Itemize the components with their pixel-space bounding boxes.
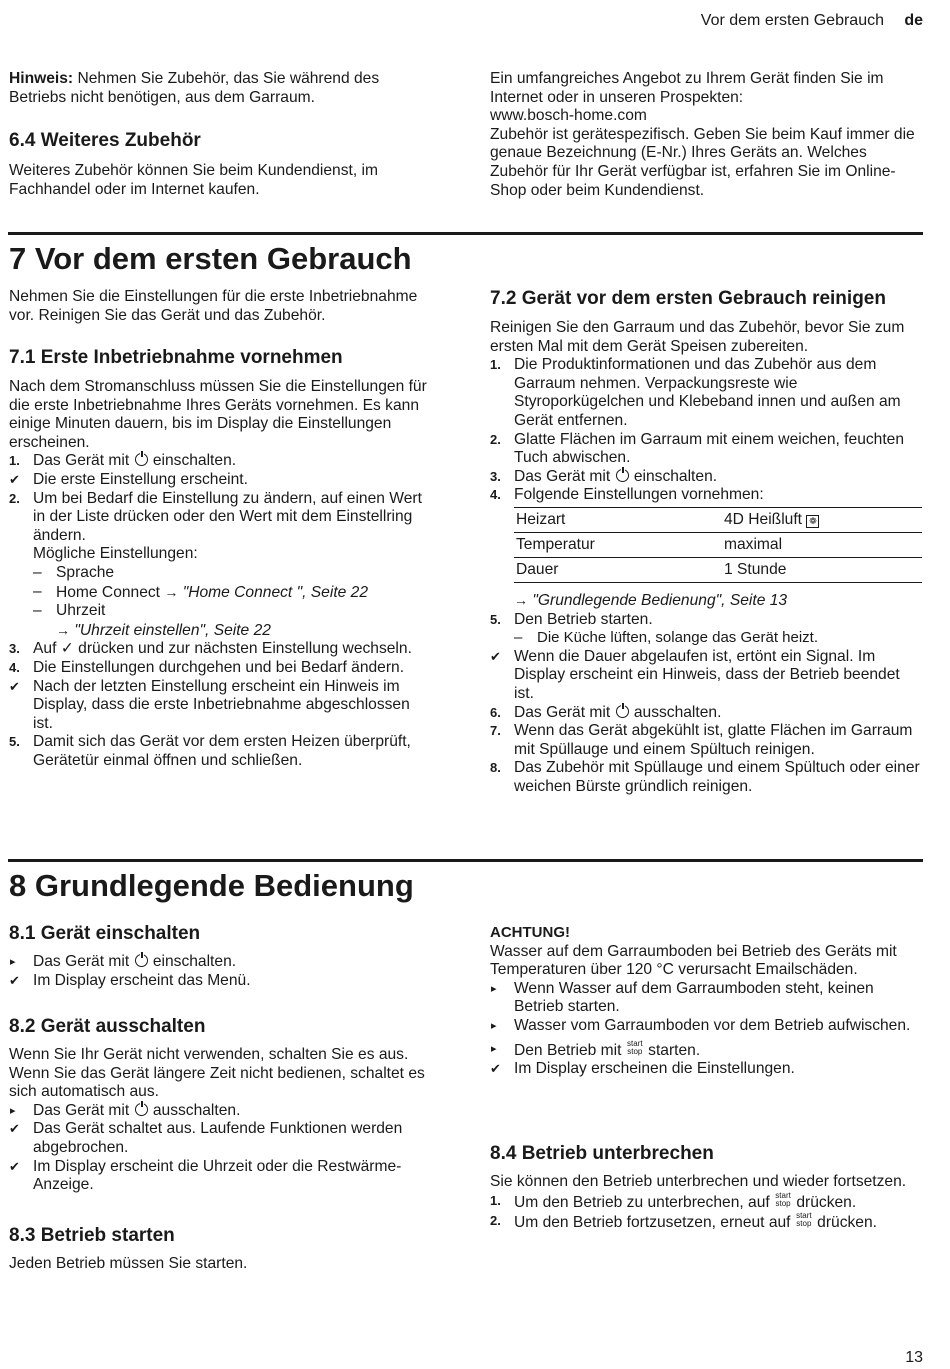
step-text: Glatte Flächen im Garraum mit einem weichen, feuchten Tuch abwischen.: [514, 430, 905, 467]
step-text: ausschalten.: [148, 1101, 241, 1119]
running-header-title: Vor dem ersten Gebrauch: [700, 12, 884, 29]
section-8-4-body: [490, 1173, 922, 1233]
arrow-right-icon: →: [514, 591, 528, 608]
possible-settings-label: Mögliche Einstellungen:: [33, 545, 198, 563]
start-stop-bottom: stop: [627, 1046, 643, 1056]
step-text: einschalten.: [629, 467, 718, 485]
step-text: Die Einstellungen durchgehen und bei Bedarf ändern.: [33, 658, 405, 676]
accessory-info: [490, 70, 922, 200]
power-icon: [135, 453, 148, 466]
step-7-1-2: [9, 490, 429, 546]
cross-reference-link[interactable]: "Grundlegende Bedienung", Seite 13: [532, 591, 788, 609]
step-text: einschalten.: [148, 953, 237, 970]
start-stop-top: start: [796, 1211, 812, 1221]
step-text: Das Gerät mit: [33, 1101, 134, 1119]
chapter-7-intro: Nehmen Sie die Einstellungen für die erste Inbetriebnahme vor. Reinigen Sie das Gerät und das Zubehör.: [9, 288, 418, 324]
step-text: drücken und zur nächsten Einstellung wechseln.: [73, 640, 412, 658]
start-stop-top: start: [627, 1038, 643, 1048]
step-7-2-5: [490, 611, 922, 630]
confirm-check-icon: ✓: [60, 640, 74, 658]
step-text: drücken.: [812, 1214, 877, 1232]
result-text: Die erste Einstellung erscheint.: [33, 470, 248, 488]
step-7-2-8: [490, 759, 922, 796]
result-8-1: [9, 972, 429, 991]
check-icon: ✔: [490, 1061, 501, 1077]
step-text: Um den Betrieb zu unterbrechen, auf: [514, 1193, 775, 1211]
check-icon: ✔: [9, 1121, 20, 1137]
step-number: 3.: [9, 641, 20, 657]
section-8-2-intro: Wenn Sie Ihr Gerät nicht verwenden, schalten Sie es aus. Wenn Sie das Gerät längere Zeit nicht bedienen, schaltet es sich automatisch aus.: [9, 1046, 425, 1101]
hinweis-text: Nehmen Sie Zubehör, das Sie während des Betriebs nicht benötigen, aus dem Garraum.: [9, 70, 380, 106]
step-text: Den Betrieb mit: [514, 1041, 626, 1059]
result-text: Im Display erscheint das Menü.: [33, 971, 251, 989]
setting-value-text: 4D Heißluft: [724, 510, 802, 528]
step-7-1-5: [9, 733, 429, 770]
section-8-4-intro: Sie können den Betrieb unterbrechen und wieder fortsetzen.: [490, 1173, 907, 1190]
setting-value: [722, 507, 922, 532]
step-number: 1.: [9, 453, 20, 469]
hinweis-block: [9, 70, 429, 107]
step-7-1-1: [9, 452, 429, 471]
option-text: Uhrzeit: [56, 602, 106, 620]
step-number: 4.: [9, 659, 20, 675]
step-text: Das Gerät mit: [33, 452, 134, 470]
section-8-1-heading: 8.1 Gerät einschalten: [9, 923, 201, 944]
step-text: Wasser vom Garraumboden vor dem Betrieb aufwischen.: [514, 1016, 911, 1034]
chapter-7-heading: 7 Vor dem ersten Gebrauch: [9, 241, 412, 276]
step-7-2-1: [490, 356, 922, 430]
section-7-2-body: [490, 319, 922, 796]
caution-label: ACHTUNG!: [490, 924, 570, 941]
result-8-2-b: [9, 1158, 429, 1195]
result-8-2-a: [9, 1120, 429, 1157]
step-7-2-7: [490, 722, 922, 759]
option-time-ref: [9, 621, 429, 641]
step-text: starten.: [643, 1041, 701, 1059]
check-icon: ✔: [9, 471, 20, 487]
result-7-1-4: [9, 678, 429, 734]
setting-value: maximal: [722, 532, 922, 557]
step-text: Die Produktinformationen und das Zubehör aus dem Garraum nehmen. Verpackungsreste wie Styroporkügelchen und Klebeband innen und außen am Gerät entfernen.: [514, 356, 901, 429]
step-text: Auf: [33, 640, 61, 658]
section-8-3-intro: Jeden Betrieb müssen Sie starten.: [9, 1255, 248, 1272]
step-number: 7.: [490, 723, 501, 739]
step-text: Das Gerät mit: [514, 467, 615, 485]
step-text: drücken.: [792, 1193, 857, 1211]
cross-reference-link[interactable]: "Home Connect ", Seite 22: [182, 583, 369, 601]
action-triangle-icon: ▸: [491, 982, 497, 995]
action-triangle-icon: ▸: [491, 1019, 497, 1032]
step-8-4-1: [490, 1192, 922, 1213]
section-8-3-heading: 8.3 Betrieb starten: [9, 1225, 175, 1246]
option-language: – Sprache: [33, 563, 115, 581]
arrow-right-icon: →: [56, 621, 70, 638]
chapter-7-rule: [8, 232, 923, 235]
result-7-2-5: [490, 648, 922, 704]
settings-table: [514, 507, 922, 583]
hinweis-label: Hinweis:: [9, 70, 74, 87]
check-icon: ✔: [490, 648, 501, 664]
check-icon: ✔: [9, 678, 20, 694]
accessory-info-p1: Ein umfangreiches Angebot zu Ihrem Gerät finden Sie im Internet oder in unseren Prospekten:: [490, 70, 884, 106]
option-text: Home Connect: [56, 583, 161, 601]
start-stop-bottom: stop: [775, 1198, 791, 1208]
step-text: Um bei Bedarf die Einstellung zu ändern, auf einen Wert in der Liste drücken oder den Wert mit dem Einstellring ändern.: [33, 489, 422, 544]
section-6-4-text: Weiteres Zubehör können Sie beim Kundendienst, im Fachhandel oder im Internet kaufen.: [9, 162, 378, 198]
chapter-8-rule: [8, 859, 923, 862]
result-7-1-1: [9, 471, 429, 490]
section-7-1-intro: Nach dem Stromanschluss müssen Sie die Einstellungen für die erste Inbetriebnahme Ihres Geräts vornehmen. Es kann einige Minuten dauern, bis im Display die Einstellungen erscheinen.: [9, 378, 427, 451]
section-7-2-intro: Reinigen Sie den Garraum und das Zubehör, bevor Sie zum ersten Mal mit dem Gerät Speisen zubereiten.: [490, 319, 905, 355]
step-text: Das Gerät mit: [514, 703, 615, 721]
step-text: einschalten.: [148, 452, 237, 470]
basic-operation-ref: [490, 591, 922, 611]
step-number: 2.: [490, 1213, 501, 1229]
table-row: [514, 532, 922, 557]
result-text: Nach der letzten Einstellung erscheint ein Hinweis im Display, dass die erste Inbetriebnahme abgeschlossen ist.: [33, 677, 410, 732]
step-7-2-2: [490, 431, 922, 468]
caution-action-1: [490, 980, 922, 1017]
step-number: 5.: [490, 611, 501, 627]
step-text: Den Betrieb starten.: [514, 610, 653, 628]
step-text: Um den Betrieb fortzusetzen, erneut auf: [514, 1214, 795, 1232]
bosch-url[interactable]: www.bosch-home.com: [490, 107, 647, 125]
sub-step-text: Die Küche lüften, solange das Gerät heizt.: [537, 629, 819, 647]
step-number: 5.: [9, 734, 20, 750]
step-7-1-3: [9, 640, 429, 659]
step-number: 6.: [490, 704, 501, 720]
step-text: Das Gerät mit: [33, 953, 134, 970]
chapter-8-heading: 8 Grundlegende Bedienung: [9, 868, 414, 903]
power-icon: [616, 469, 629, 482]
step-7-2-4: [490, 486, 922, 505]
section-8-2-body: [9, 1046, 429, 1195]
section-8-1-body: [9, 953, 429, 990]
table-row: [514, 557, 922, 582]
arrow-right-icon: →: [164, 583, 179, 600]
check-icon: ✔: [9, 972, 20, 988]
step-7-2-3: [490, 468, 922, 487]
step-number: 1.: [490, 1192, 501, 1208]
action-8-1: [9, 953, 429, 972]
language-code: de: [904, 12, 923, 29]
option-time: – Uhrzeit: [33, 602, 106, 620]
power-icon: [135, 954, 148, 967]
section-8-4-heading: 8.4 Betrieb unterbrechen: [490, 1143, 714, 1164]
action-triangle-icon: ▸: [491, 1042, 497, 1055]
table-row: [514, 507, 922, 532]
step-text: Damit sich das Gerät vor dem ersten Heizen überprüft, Gerätetür einmal öffnen und schließen.: [33, 733, 411, 769]
result-text: Wenn die Dauer abgelaufen ist, ertönt ein Signal. Im Display erscheint ein Hinweis, dass der Betrieb beendet ist.: [514, 647, 900, 702]
action-triangle-icon: ▸: [10, 956, 16, 968]
step-number: 8.: [490, 760, 501, 776]
result-text: Im Display erscheinen die Einstellungen.: [514, 1060, 795, 1078]
step-text: Das Zubehör mit Spüllauge und einem Spültuch oder einer weichen Bürste gründlich reinigen.: [514, 759, 920, 795]
section-6-4-heading: 6.4 Weiteres Zubehör: [9, 130, 201, 151]
option-text: Sprache: [56, 563, 115, 581]
step-number: 4.: [490, 487, 501, 503]
step-7-2-6: [490, 704, 922, 723]
power-icon: [616, 705, 629, 718]
section-7-1-body: [9, 378, 429, 770]
section-7-1-heading: 7.1 Erste Inbetriebnahme vornehmen: [9, 347, 343, 368]
start-stop-top: start: [775, 1190, 791, 1200]
start-stop-icon: [795, 1212, 813, 1228]
hinweis-note: [9, 70, 429, 107]
caution-block: [490, 924, 922, 1079]
option-home-connect: – Home Connect → "Home Connect ", Seite 22: [33, 582, 369, 601]
section-7-2-heading: 7.2 Gerät vor dem ersten Gebrauch reinigen: [490, 288, 886, 309]
cross-reference-link[interactable]: "Uhrzeit einstellen", Seite 22: [74, 621, 271, 639]
action-triangle-icon: ▸: [10, 1104, 16, 1117]
result-8-3: [490, 1060, 922, 1079]
setting-name: Dauer: [514, 557, 722, 582]
section-8-2-heading: 8.2 Gerät ausschalten: [9, 1016, 206, 1037]
page-number: 13: [905, 1349, 923, 1366]
setting-value: 1 Stunde: [722, 557, 922, 582]
step-number: 2.: [490, 431, 501, 447]
power-icon: [135, 1103, 148, 1116]
step-number: 1.: [490, 357, 501, 373]
step-text: Folgende Einstellungen vornehmen:: [514, 486, 764, 504]
action-8-3: [490, 1040, 922, 1061]
step-8-4-2: [490, 1212, 922, 1233]
setting-name: Heizart: [514, 507, 722, 532]
step-text: Wenn Wasser auf dem Garraumboden steht, keinen Betrieb starten.: [514, 979, 874, 1016]
result-text: Im Display erscheint die Uhrzeit oder die Restwärme-Anzeige.: [33, 1157, 402, 1194]
action-8-2: [9, 1102, 429, 1121]
step-text: ausschalten.: [629, 703, 722, 721]
step-number: 2.: [9, 490, 20, 506]
check-icon: ✔: [9, 1158, 20, 1174]
caution-action-2: [490, 1017, 922, 1036]
accessory-info-p2: Zubehör ist gerätespezifisch. Geben Sie beim Kauf immer die genaue Bezeichnung (E-Nr.) Ihres Geräts an. Welches Zubehör für Ihr Gerät verfügbar ist, erfahren Sie im Online-Shop oder beim Kundendienst.: [490, 125, 915, 199]
step-text: Wenn das Gerät abgekühlt ist, glatte Flächen im Garraum mit Spüllauge und einem Spültuch reinigen.: [514, 722, 913, 758]
sub-step-ventilate: – Die Küche lüften, solange das Gerät heizt.: [514, 629, 819, 647]
result-text: Das Gerät schaltet aus. Laufende Funktionen werden abgebrochen.: [33, 1120, 403, 1156]
start-stop-icon: [626, 1040, 644, 1056]
caution-text: Wasser auf dem Garraumboden bei Betrieb des Geräts mit Temperaturen über 120 °C verursacht Emailschäden.: [490, 942, 897, 979]
start-stop-bottom: stop: [796, 1219, 812, 1229]
step-7-1-4: [9, 659, 429, 678]
fan-icon: ❁: [806, 515, 819, 528]
start-stop-icon: [774, 1192, 792, 1208]
setting-name: Temperatur: [514, 532, 722, 557]
step-number: 3.: [490, 468, 501, 484]
